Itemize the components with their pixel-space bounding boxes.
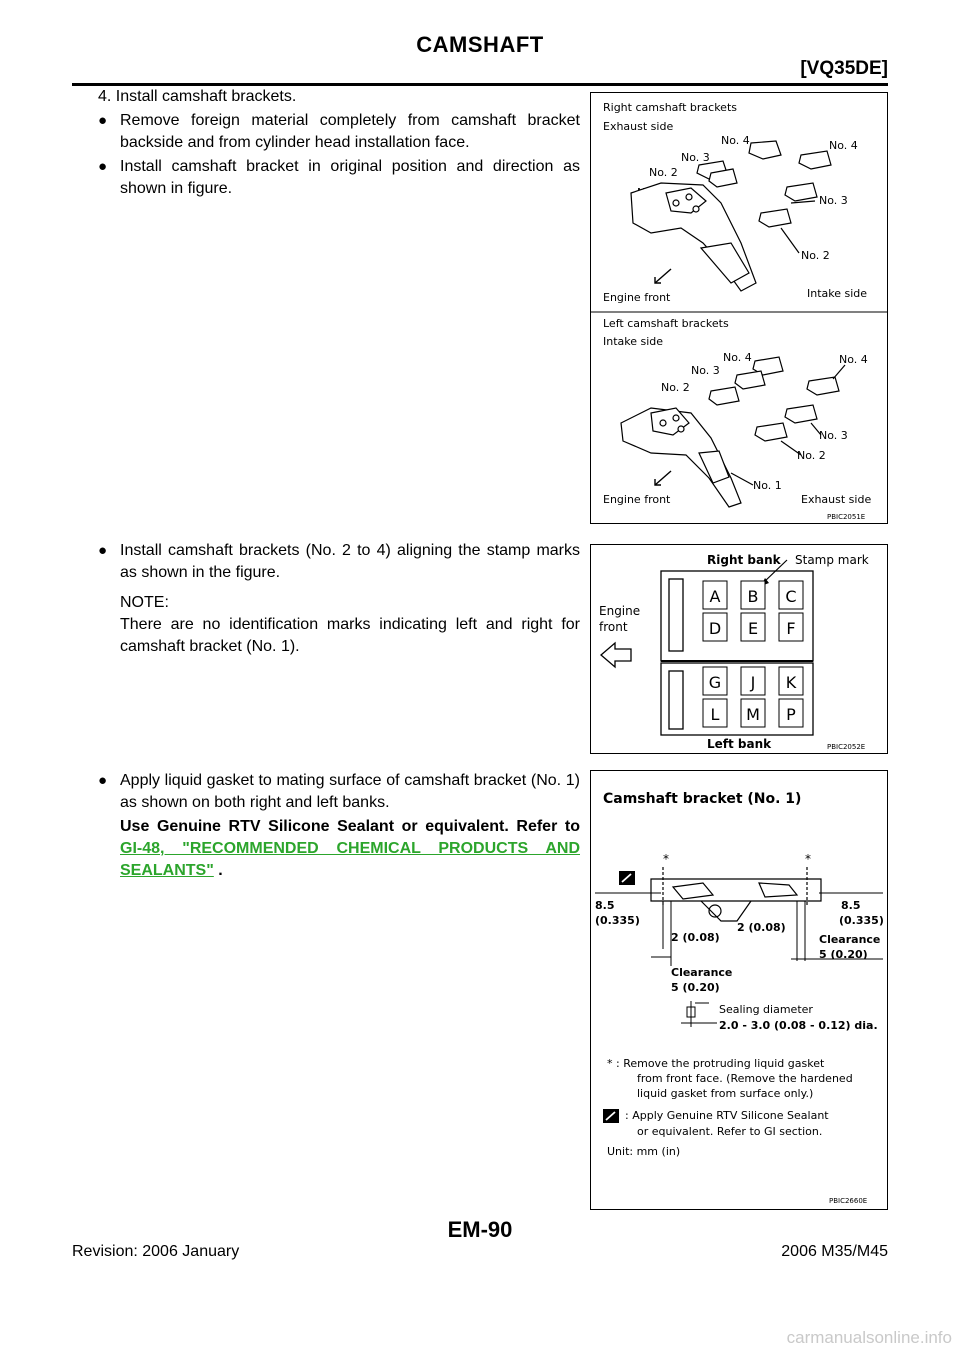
gi-48-reference-link[interactable]: GI-48, "RECOMMENDED CHEMICAL PRODUCTS AND SEALANTS" bbox=[120, 840, 580, 879]
fig1-right-engine-front: Engine front bbox=[603, 291, 671, 304]
fig1-left-label-no3: No. 3 bbox=[691, 364, 720, 377]
svg-text:D: D bbox=[708, 619, 722, 638]
sealant-reference: Use Genuine RTV Silicone Sealant or equivalent. Refer to GI-48, "RECOMMENDED CHEMICAL PRODUCTS AND SEALANTS" . bbox=[120, 818, 580, 879]
fig3-legend-star-2: from front face. (Remove the hardened bbox=[637, 1072, 853, 1085]
fig2-letter-box-g bbox=[703, 667, 727, 695]
fig2-letter-box-a bbox=[703, 581, 727, 609]
fig1-left-label-no3b: No. 3 bbox=[819, 429, 848, 442]
fig3-clear-left-2: 5 (0.20) bbox=[671, 981, 720, 994]
fig2-letter-box-p bbox=[779, 699, 803, 727]
fig2-engine-front-1: Engine bbox=[599, 604, 641, 618]
fig1-left-label-no2: No. 2 bbox=[661, 381, 690, 394]
fig3-title: Camshaft bracket (No. 1) bbox=[603, 791, 802, 807]
header-divider bbox=[72, 83, 888, 86]
fig1-left-label-no1: No. 1 bbox=[753, 479, 782, 492]
fig3-star-right: * bbox=[805, 852, 811, 866]
svg-text:K: K bbox=[785, 673, 797, 692]
fig1-right-label-no4a: No. 4 bbox=[721, 134, 750, 147]
svg-text:F: F bbox=[786, 619, 796, 638]
page-title: CAMSHAFT bbox=[416, 32, 544, 57]
fig3-legend-icon-1: : Apply Genuine RTV Silicone Sealant bbox=[625, 1109, 829, 1122]
fig2-stamp-mark: Stamp mark bbox=[795, 553, 869, 567]
fig3-sealing-1: Sealing diameter bbox=[719, 1003, 813, 1016]
svg-text:B: B bbox=[747, 587, 759, 606]
fig2-letter-box-j bbox=[741, 667, 765, 695]
fig3-dim-left-1: 8.5 bbox=[595, 899, 615, 912]
bullet-apply-liquid-gasket: ● Apply liquid gasket to mating surface of camshaft bracket (No. 1) as shown on both right and left banks. bbox=[98, 772, 580, 811]
bullet-align-stamp-marks: ● Install camshaft brackets (No. 2 to 4) aligning the stamp marks as shown in the figure. bbox=[98, 542, 580, 581]
fig1-right-intake: Intake side bbox=[807, 287, 868, 300]
fig1-right-label-no2: No. 2 bbox=[649, 166, 678, 179]
fig2-letter-box-c bbox=[779, 581, 803, 609]
fig1-code: PBIC2051E bbox=[827, 513, 866, 521]
fig1-left-front-arrow bbox=[655, 471, 671, 485]
fig2-code: PBIC2052E bbox=[827, 743, 866, 751]
bullet-remove-foreign-material: ● Remove foreign material completely from camshaft bracket backside and from cylinder head installation face. bbox=[98, 112, 580, 151]
fig3-dim-mid-left: 2 (0.08) bbox=[671, 931, 720, 944]
fig3-sealant-icon bbox=[619, 871, 635, 885]
bullet-icon: ● bbox=[98, 158, 108, 175]
fig1-right-label-no3: No. 3 bbox=[681, 151, 710, 164]
step-4-bullets bbox=[98, 110, 580, 202]
fig1-left-engine-front: Engine front bbox=[603, 493, 671, 506]
svg-text:L: L bbox=[710, 705, 720, 724]
bullet-install-original-position: ● Install camshaft bracket in original position and direction as shown in figure. bbox=[98, 158, 580, 197]
fig2-letter-box-m bbox=[741, 699, 765, 727]
svg-text:E: E bbox=[747, 619, 759, 638]
fig1-right-front-arrow bbox=[655, 269, 671, 283]
fig2-engine-front-2: front bbox=[599, 620, 628, 634]
svg-text:M: M bbox=[746, 705, 760, 724]
engine-code: [VQ35DE] bbox=[800, 58, 888, 79]
fig3-legend-star-3: liquid gasket from surface only.) bbox=[637, 1087, 814, 1100]
fig1-left-label-no2b: No. 2 bbox=[797, 449, 826, 462]
bullet-icon: ● bbox=[98, 542, 108, 559]
note-label: NOTE: bbox=[120, 594, 169, 611]
fig2-letter-box-d bbox=[703, 613, 727, 641]
fig3-dim-right-1: 8.5 bbox=[841, 899, 861, 912]
fig3-clear-right-1: Clearance bbox=[819, 933, 881, 946]
fig3-bracket-drawing bbox=[651, 867, 821, 921]
watermark: carmanualsonline.info bbox=[786, 1328, 952, 1347]
svg-text:C: C bbox=[785, 587, 797, 606]
bullet-icon: ● bbox=[98, 772, 108, 789]
fig2-letter-box-k bbox=[779, 667, 803, 695]
fig3-clear-left-1: Clearance bbox=[671, 966, 733, 979]
fig3-unit: Unit: mm (in) bbox=[607, 1145, 681, 1158]
fig1-right-label-no2b: No. 2 bbox=[801, 249, 830, 262]
section-liquid-gasket bbox=[98, 770, 580, 882]
fig1-left-exhaust: Exhaust side bbox=[801, 493, 872, 506]
figure-camshaft-bracket-positions bbox=[590, 92, 888, 524]
step-4-title: 4. Install camshaft brackets. bbox=[98, 88, 297, 105]
fig1-right-side: Exhaust side bbox=[603, 120, 674, 133]
fig1-right-label-no3b: No. 3 bbox=[819, 194, 848, 207]
figure-liquid-gasket bbox=[590, 770, 888, 1210]
fig3-dim-mid-right: 2 (0.08) bbox=[737, 921, 786, 934]
vehicle-model: 2006 M35/M45 bbox=[781, 1243, 888, 1260]
svg-text:J: J bbox=[750, 673, 756, 692]
fig2-left-bank: Left bank bbox=[707, 737, 772, 751]
fig1-left-brackets bbox=[709, 357, 845, 485]
fig1-left-title: Left camshaft brackets bbox=[603, 317, 729, 330]
svg-text:A: A bbox=[709, 587, 721, 606]
fig3-star-left: * bbox=[663, 852, 669, 866]
page-number: EM-90 bbox=[447, 1217, 513, 1242]
bullet-icon: ● bbox=[98, 112, 108, 129]
fig2-right-bank: Right bank bbox=[707, 553, 781, 567]
fig3-clear-right-2: 5 (0.20) bbox=[819, 948, 868, 961]
section-stamp-marks bbox=[98, 540, 580, 658]
fig2-letter-box-f bbox=[779, 613, 803, 641]
svg-text:G: G bbox=[708, 673, 722, 692]
fig3-sealing-diameter-symbol bbox=[681, 1001, 717, 1027]
fig1-left-label-no4a: No. 4 bbox=[723, 351, 752, 364]
fig1-left-label-no4b: No. 4 bbox=[839, 353, 868, 366]
fig3-legend-star-1: * : Remove the protruding liquid gasket bbox=[607, 1057, 825, 1070]
fig3-sealing-2: 2.0 - 3.0 (0.08 - 0.12) dia. bbox=[719, 1019, 878, 1032]
revision-date: Revision: 2006 January bbox=[72, 1243, 240, 1260]
fig1-right-label-no4b: No. 4 bbox=[829, 139, 858, 152]
fig2-engine-front-arrow bbox=[601, 643, 631, 667]
fig2-letter-box-e bbox=[741, 613, 765, 641]
fig1-left-side: Intake side bbox=[603, 335, 664, 348]
svg-text:P: P bbox=[786, 705, 796, 724]
figure-stamp-marks bbox=[590, 544, 888, 754]
fig3-legend-icon-2: or equivalent. Refer to GI section. bbox=[637, 1125, 823, 1138]
fig2-letter-box-l bbox=[703, 699, 727, 727]
note-text: There are no identification marks indicating left and right for camshaft bracket (No. 1). bbox=[120, 616, 580, 655]
fig3-code: PBIC2660E bbox=[829, 1197, 868, 1205]
fig2-letter-box-b bbox=[741, 581, 765, 609]
fig3-dim-right-2: (0.335) bbox=[839, 914, 884, 927]
fig3-legend-sealant-icon bbox=[603, 1109, 619, 1123]
fig1-right-cylinder-head-drawing bbox=[631, 183, 756, 291]
fig3-dim-left-2: (0.335) bbox=[595, 914, 640, 927]
fig1-right-title: Right camshaft brackets bbox=[603, 101, 737, 114]
